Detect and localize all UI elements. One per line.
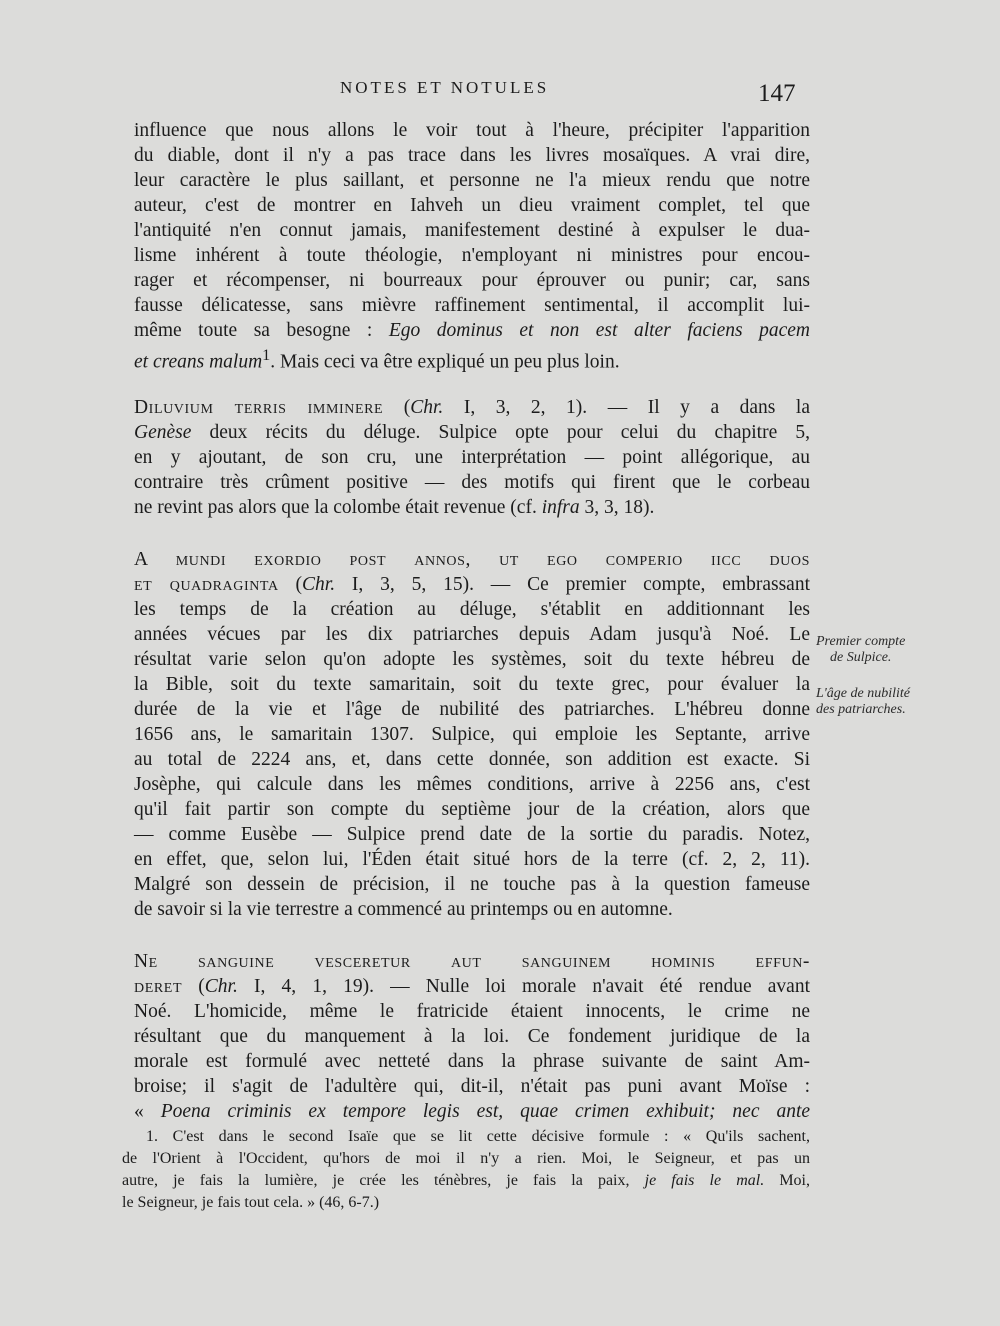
text-line: Malgré son dessein de précision, il ne touche pas à la question fameuse: [134, 874, 810, 895]
margin-note-age-nubilite: [816, 686, 910, 718]
section-heading: A mundi exordio post annos, ut ego comperio iicc duos: [134, 549, 810, 570]
text-line: auteur, c'est de montrer en Iahveh un dieu vraiment complet, tel que: [134, 195, 810, 216]
margin-note-line: L'âge de nubilité: [816, 686, 910, 701]
text-run: ne revint pas alors que la colombe était revenue (cf.: [134, 497, 542, 518]
text-run: . Mais ceci va être expliqué un peu plus loin.: [270, 351, 620, 373]
work-ref: Chr.: [204, 976, 238, 997]
text-line: l'antiquité n'en connut jamais, manifestement destiné à expulser le dua-: [134, 220, 810, 241]
text-line: années vécues par les dix patriarches depuis Adam jusqu'à Noé. Le: [134, 624, 810, 645]
section-heading: Diluvium terris imminere: [134, 397, 384, 418]
text-line: la Bible, soit du texte samaritain, soit du texte grec, pour évaluer la: [134, 674, 810, 695]
text-line: 1656 ans, le samaritain 1307. Sulpice, qui emploie les Septante, arrive: [134, 724, 810, 745]
work-ref: Chr.: [302, 574, 336, 595]
text-line: [134, 1099, 810, 1124]
text-run: 3, 3, 18).: [579, 497, 655, 518]
text-line: résultant que du manquement à la loi. Ce fondement juridique de la: [134, 1026, 810, 1047]
margin-note-line: de Sulpice.: [830, 650, 892, 665]
page-number: 147: [758, 80, 796, 107]
text-line: influence que nous allons le voir tout à l'heure, précipiter l'apparition: [134, 120, 810, 141]
work-ref: Chr.: [410, 397, 444, 418]
text-line: en y ajoutant, de son cru, une interprétation — point allégorique, au: [134, 447, 810, 468]
section-heading: et quadraginta: [134, 574, 279, 595]
text-run: (: [278, 574, 303, 595]
latin-quote: et creans malum: [134, 351, 263, 373]
text-run: I, 3, 2, 1). — Il y a dans la: [443, 397, 810, 418]
text-line: du diable, dont il n'y a pas trace dans les livres mosaïques. A vrai dire,: [134, 145, 810, 166]
text-line: de savoir si la vie terrestre a commencé au printemps ou en automne.: [134, 899, 673, 920]
text-run: deux récits du déluge. Sulpice opte pour celui du chapitre 5,: [191, 422, 810, 443]
text-line: résultat varie selon qu'on adopte les systèmes, soit du texte hébreu de: [134, 649, 810, 670]
text-run: Moi,: [764, 1172, 810, 1189]
text-line: durée de la vie et l'âge de nubilité des patriarches. L'hébreu donne: [134, 699, 810, 720]
footnote-line: de l'Orient à l'Occident, qu'hors de moi il n'y a rien. Moi, le Seigneur, et pas un: [122, 1150, 810, 1167]
text-line: les temps de la création au déluge, s'établit en additionnant les: [134, 599, 810, 620]
text-line: [134, 495, 810, 520]
footnote-italic: je fais le mal.: [644, 1172, 765, 1189]
footnote-line: le Seigneur, je fais tout cela. » (46, 6-7.): [122, 1194, 380, 1211]
text-line: qu'il fait partir son compte du septième jour de la création, alors que: [134, 799, 810, 820]
section-heading: Ne sanguine vesceretur aut sanguinem hominis effun-: [134, 951, 810, 972]
text-line: [134, 547, 810, 572]
footnote-line: 1. C'est dans le second Isaïe que se lit cette décisive formule : « Qu'ils sachent,: [146, 1128, 810, 1145]
footnote-line: [122, 1170, 810, 1192]
margin-note-line: Premier compte: [816, 634, 906, 649]
text-line: [134, 949, 810, 974]
cross-ref: infra: [541, 497, 580, 518]
text-line: fausse délicatesse, sans mièvre raffinement sentimental, il accomplit lui-: [134, 295, 810, 316]
text-line: [134, 343, 810, 373]
margin-note-premier-compte: [816, 634, 905, 666]
text-line: Noé. L'homicide, même le fratricide étaient innocents, le crime ne: [134, 1001, 810, 1022]
text-run: I, 3, 5, 15). — Ce premier compte, embrassant: [335, 574, 810, 595]
margin-note-line: des patriarches.: [816, 702, 906, 717]
footnote: [122, 1126, 810, 1214]
text-line: [134, 572, 810, 597]
text-line: Josèphe, qui calcule dans les mêmes conditions, arrive à 2256 ans, c'est: [134, 774, 810, 795]
text-line: rager et récompenser, ni bourreaux pour éprouver ou punir; car, sans: [134, 270, 810, 291]
text-line: leur caractère le plus saillant, et personne ne l'a mieux rendu que notre: [134, 170, 810, 191]
latin-quote: Ego dominus et non est alter faciens pacem: [388, 320, 810, 341]
text-run: (: [383, 397, 411, 418]
text-line: au total de 2224 ans, et, dans cette donnée, son addition est exacte. Si: [134, 749, 810, 770]
text-line: [134, 318, 810, 343]
work-title: Genèse: [134, 422, 192, 443]
text-run: I, 4, 1, 19). — Nulle loi morale n'avait été rendue avant: [237, 976, 811, 997]
section-heading: deret: [134, 976, 183, 997]
text-line: en effet, que, selon lui, l'Éden était situé hors de la terre (cf. 2, 2, 11).: [134, 849, 810, 870]
text-line: [134, 395, 810, 420]
text-line: [134, 974, 810, 999]
running-head: NOTES ET NOTULES: [340, 78, 550, 97]
latin-quote: Poena criminis ex tempore legis est, quae crimen exhibuit; nec ante: [160, 1101, 811, 1122]
text-run: (: [182, 976, 205, 997]
text-line: lisme inhérent à toute théologie, n'employant ni ministres pour encou-: [134, 245, 810, 266]
text-run: «: [134, 1101, 161, 1122]
text-line: contraire très crûment positive — des motifs qui firent que le corbeau: [134, 472, 810, 493]
text-line: broise; il s'agit de l'adultère qui, dit-il, n'était pas puni avant Moïse :: [134, 1076, 810, 1097]
text-line: [134, 420, 810, 445]
text-run: autre, je fais la lumière, je crée les ténèbres, je fais la paix,: [122, 1172, 645, 1189]
main-text: [134, 118, 810, 1124]
text-run: même toute sa besogne :: [134, 320, 389, 341]
footnote-ref: 1: [262, 346, 271, 364]
text-line: — comme Eusèbe — Sulpice prend date de la sortie du paradis. Notez,: [134, 824, 810, 845]
text-line: morale est formulé avec netteté dans la phrase suivante de saint Am-: [134, 1051, 810, 1072]
